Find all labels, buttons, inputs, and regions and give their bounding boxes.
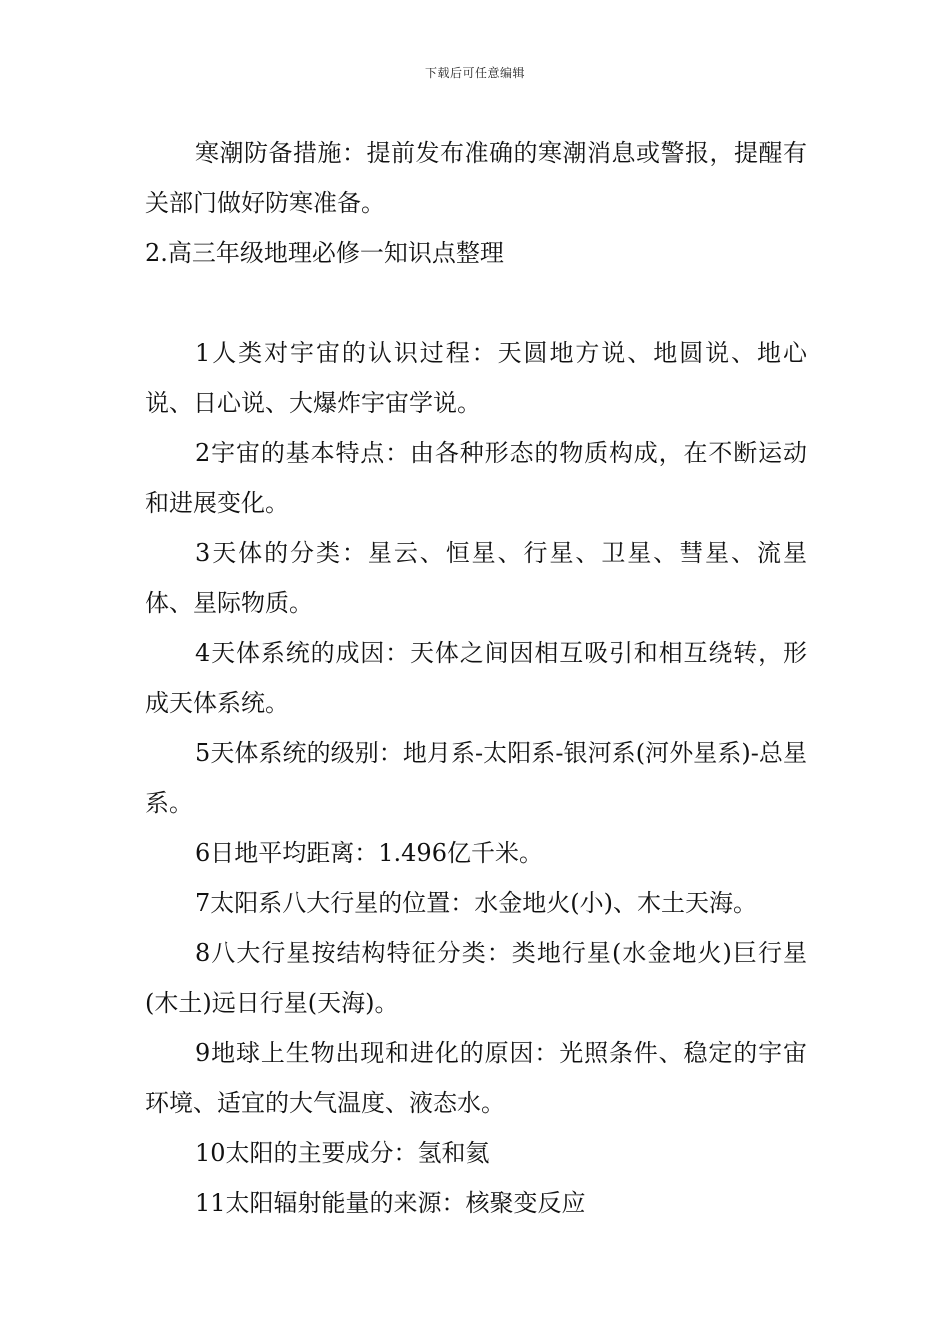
list-item: 7太阳系八大行星的位置：水金地火(小)、木土天海。 bbox=[195, 889, 757, 917]
section-heading: 2.高三年级地理必修一知识点整理 bbox=[145, 239, 504, 267]
blank-line bbox=[145, 278, 807, 328]
intro-paragraph: 寒潮防备措施：提前发布准确的寒潮消息或警报，提醒有关部门做好防寒准备。 bbox=[145, 139, 807, 217]
list-item: 2宇宙的基本特点：由各种形态的物质构成，在不断运动和进展变化。 bbox=[145, 439, 807, 517]
page-header: 下载后可任意编辑 bbox=[424, 66, 525, 80]
list-item: 11太阳辐射能量的来源：核聚变反应 bbox=[195, 1189, 586, 1217]
list-item: 10太阳的主要成分：氢和氦 bbox=[195, 1139, 490, 1167]
list-item: 8八大行星按结构特征分类：类地行星(水金地火)巨行星(木土)远日行星(天海)。 bbox=[145, 939, 807, 1017]
document-body bbox=[145, 128, 807, 1228]
list-item: 3天体的分类：星云、恒星、行星、卫星、彗星、流星体、星际物质。 bbox=[145, 539, 807, 617]
list-item: 6日地平均距离：1.496亿千米。 bbox=[195, 839, 543, 867]
list-item: 9地球上生物出现和进化的原因：光照条件、稳定的宇宙环境、适宜的大气温度、液态水。 bbox=[145, 1039, 807, 1117]
list-item: 4天体系统的成因：天体之间因相互吸引和相互绕转，形成天体系统。 bbox=[145, 639, 807, 717]
list-item: 1人类对宇宙的认识过程：天圆地方说、地圆说、地心说、日心说、大爆炸宇宙学说。 bbox=[145, 339, 807, 417]
list-item: 5天体系统的级别：地月系-太阳系-银河系(河外星系)-总星系。 bbox=[145, 739, 807, 817]
